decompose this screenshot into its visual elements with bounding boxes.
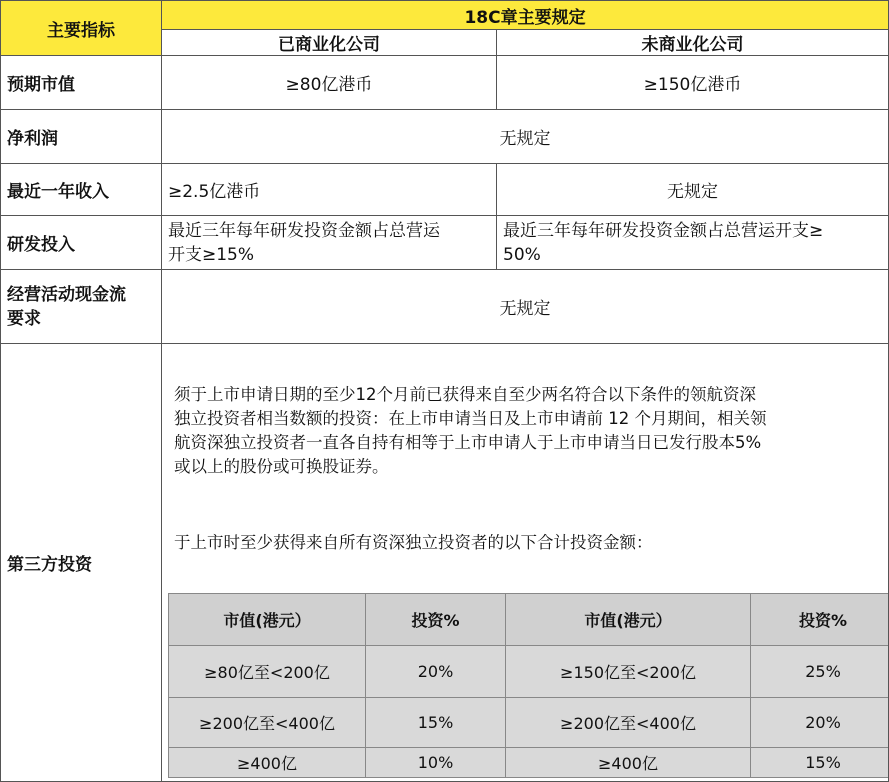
table-cell: ≥400亿 [506, 748, 751, 778]
cash-flow-value: 无规定 [162, 270, 889, 344]
rd-commercialized-line2: 开支≥15% [168, 244, 255, 265]
market-cap-label: 预期市值 [1, 56, 162, 110]
third-party-paragraph-line: 须于上市申请日期的至少12个月前已获得来自至少两名符合以下条件的领航资深 [174, 385, 756, 404]
rd-commercialized [162, 216, 497, 270]
cash-flow-label [1, 270, 162, 344]
main-indicator-header: 主要指标 [1, 1, 162, 56]
market-cap-header: 市值(港元） [506, 594, 751, 646]
revenue-non-commercialized: 无规定 [497, 164, 889, 216]
cash-flow-label-line2: 要求 [7, 308, 41, 329]
rd-non-commercialized-line2: 50% [503, 244, 541, 265]
table-cell: ≥200亿至<400亿 [506, 698, 751, 748]
third-party-label: 第三方投资 [1, 344, 162, 782]
table-cell: 20% [751, 698, 889, 748]
revenue-commercialized: ≥2.5亿港币 [162, 164, 497, 216]
market-cap-commercialized: ≥80亿港币 [162, 56, 497, 110]
cash-flow-row [1, 270, 889, 344]
third-party-paragraph-line: 航资深独立投资者一直各自持有相等于上市申请人于上市申请当日已发行股本5% [174, 433, 762, 452]
revenue-row [1, 164, 889, 216]
table-row [169, 748, 889, 778]
table-cell: 15% [366, 698, 506, 748]
table-title: 18C章主要规定 [162, 1, 889, 30]
table-cell: ≥400亿 [169, 748, 366, 778]
net-profit-row [1, 110, 889, 164]
rd-row [1, 216, 889, 270]
market-cap-header: 市值(港元） [169, 594, 366, 646]
table-cell: 20% [366, 646, 506, 698]
non-commercialized-column-header: 未商业化公司 [497, 30, 889, 56]
table-row [169, 646, 889, 698]
table-cell: ≥80亿至<200亿 [169, 646, 366, 698]
aggregate-investment-text: 于上市时至少获得来自所有资深独立投资者的以下合计投资金额： [174, 533, 653, 552]
table-cell: ≥150亿至<200亿 [506, 646, 751, 698]
rd-commercialized-line1: 最近三年每年研发投资金额占总营运 [168, 220, 440, 241]
rd-non-commercialized [497, 216, 889, 270]
third-party-paragraph-line: 或以上的股份或可换股证券。 [174, 457, 389, 476]
rd-label: 研发投入 [1, 216, 162, 270]
table-row [169, 698, 889, 748]
header-row [1, 1, 889, 30]
table-cell: 10% [366, 748, 506, 778]
investment-table-header-row [169, 594, 889, 646]
revenue-label: 最近一年收入 [1, 164, 162, 216]
table-cell: 15% [751, 748, 889, 778]
net-profit-label: 净利润 [1, 110, 162, 164]
rd-non-commercialized-line1: 最近三年每年研发投资金额占总营运开支≥ [503, 220, 824, 241]
third-party-content [162, 344, 889, 782]
third-party-paragraph-line: 独立投资者相当数额的投资：在上市申请当日及上市申请前 12 个月期间，相关领 [174, 409, 767, 428]
investment-pct-header: 投资% [751, 594, 889, 646]
third-party-paragraph [168, 347, 882, 479]
table-cell: ≥200亿至<400亿 [169, 698, 366, 748]
commercialized-column-header: 已商业化公司 [162, 30, 497, 56]
investment-threshold-table [168, 593, 889, 778]
third-party-row [1, 344, 889, 782]
net-profit-value: 无规定 [162, 110, 889, 164]
cash-flow-label-line1: 经营活动现金流 [7, 284, 126, 305]
investment-pct-header: 投资% [366, 594, 506, 646]
table-cell: 25% [751, 646, 889, 698]
market-cap-row [1, 56, 889, 110]
market-cap-non-commercialized: ≥150亿港币 [497, 56, 889, 110]
